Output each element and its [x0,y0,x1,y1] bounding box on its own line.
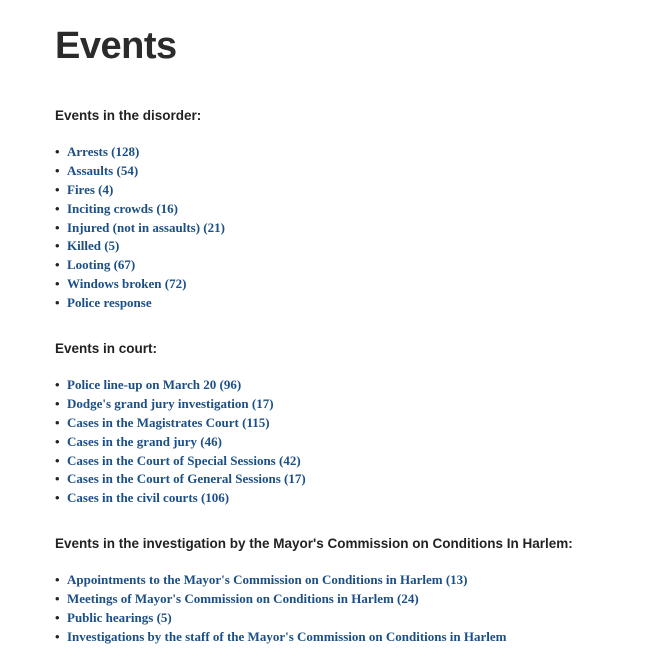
list-item [55,414,645,433]
list-item [55,590,645,609]
list-item [55,571,645,590]
event-link-arrests[interactable]: Arrests (128) [67,144,140,159]
events-page [55,22,645,647]
event-link-inciting-crowds[interactable]: Inciting crowds (16) [67,200,178,216]
event-link-police-line-up[interactable]: Police line-up on March 20 (96) [67,377,242,393]
list-item [55,200,645,219]
list-item [55,275,645,294]
list-item [55,452,645,471]
list-item [55,162,645,181]
event-link-windows-broken[interactable]: Windows broken (72) [67,276,187,292]
event-link-general-sessions[interactable]: Cases in the Court of General Sessions (17) [67,471,306,487]
section-heading-disorder: Events in the disorder: [55,108,202,123]
disorder-events-list [55,143,645,313]
event-link-dodge-grand-jury[interactable]: Dodge's grand jury investigation (17) [67,395,274,411]
list-item [55,143,645,162]
event-link-police-response[interactable]: Police response [67,295,152,311]
bullet-icon: • [55,628,60,644]
list-item [55,219,645,238]
bullet-icon: • [55,414,60,430]
investigation-events-list [55,571,645,647]
bullet-icon: • [55,276,60,292]
bullet-icon: • [55,162,60,178]
event-link-civil-courts[interactable]: Cases in the civil courts (106) [67,490,230,506]
event-link-special-sessions[interactable]: Cases in the Court of Special Sessions (42) [67,452,301,468]
list-item [55,294,645,313]
list-item [55,237,645,256]
list-item [55,376,645,395]
section-heading-investigation: Events in the investigation by the Mayor's Commission on Conditions In Harlem: [55,536,573,552]
page-title: Events [55,25,177,67]
event-link-injured[interactable]: Injured (not in assaults) (21) [67,219,225,235]
court-events-list [55,376,645,508]
event-link-public-hearings[interactable]: Public hearings (5) [67,610,172,626]
list-item [55,433,645,452]
bullet-icon: • [55,200,60,216]
event-link-staff-investigations[interactable]: Investigations by the staff of the Mayor's Commission on Conditions in Harlem [67,628,507,644]
list-item [55,395,645,414]
event-link-magistrates-court[interactable]: Cases in the Magistrates Court (115) [67,414,270,430]
bullet-icon: • [55,490,60,506]
list-item [55,609,645,628]
section-heading-court: Events in court: [55,341,158,357]
list-item [55,489,645,508]
event-link-grand-jury-cases[interactable]: Cases in the grand jury (46) [67,433,222,449]
bullet-icon: • [55,610,60,626]
bullet-icon: • [55,377,60,393]
bullet-icon: • [55,238,60,254]
bullet-icon: • [55,219,60,235]
bullet-icon: • [55,591,60,607]
list-item [55,256,645,275]
bullet-icon: • [55,181,60,197]
bullet-icon: • [55,433,60,449]
bullet-icon: • [55,295,60,311]
bullet-icon: • [55,395,60,411]
bullet-icon: • [55,257,60,273]
bullet-icon: • [55,452,60,468]
event-link-killed[interactable]: Killed (5) [67,238,120,254]
event-link-fires[interactable]: Fires (4) [67,181,114,197]
event-link-appointments[interactable]: Appointments to the Mayor's Commission on Conditions in Harlem (13) [67,572,468,588]
event-link-looting[interactable]: Looting (67) [67,257,136,273]
bullet-icon: • [55,471,60,487]
bullet-icon: • [55,572,60,588]
bullet-icon: • [55,144,60,159]
list-item [55,470,645,489]
list-item [55,181,645,200]
list-item [55,628,645,647]
event-link-assaults[interactable]: Assaults (54) [67,162,139,178]
event-link-meetings[interactable]: Meetings of Mayor's Commission on Conditions in Harlem (24) [67,591,419,607]
